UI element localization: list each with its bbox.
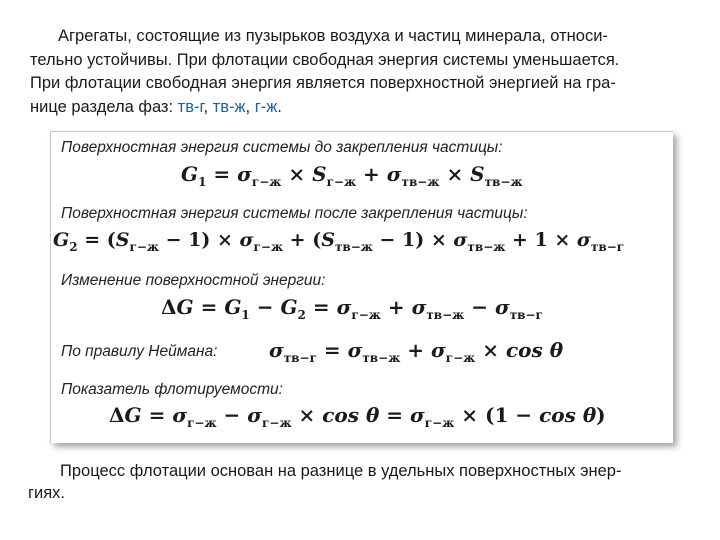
phase-tv-g: тв-г (177, 97, 204, 116)
label-neumann-rule: По правилу Неймана: (61, 343, 218, 360)
label-energy-change: Изменение поверхностной энергии: (61, 272, 326, 289)
conclusion-line-1: Процесс флотации основан на разнице в удельных поверхностных энер- (60, 462, 622, 480)
intro-line-1: Агрегаты, состоящие из пузырьков воздуха и частиц минерала, относи- (58, 27, 608, 45)
formula-neumann: $\sigma_{тв-г} = \sigma_{тв-ж} + \sigma_{г-ж} \times \cos \theta$ (269, 338, 564, 365)
formula-box (50, 131, 673, 443)
formula-g1: $G_1 = \sigma_{г-ж} \times S_{г-ж} + \sigma_{тв-ж} \times S_{тв-ж}$ (181, 162, 523, 189)
intro-line-2: тельно устойчивы. При флотации свободная энергия системы уменьшается. (30, 50, 620, 69)
conclusion-line-2: гиях. (28, 484, 66, 502)
intro-line-3: При флотации свободная энергия является поверхностной энергией на гра- (30, 74, 616, 92)
label-floatability: Показатель флотируемости: (61, 381, 283, 398)
intro-paragraph (30, 25, 695, 119)
formula-g2: $G_2 = (S_{г-ж} - 1) \times \sigma_{г-ж} + (S_{тв-ж} - 1) \times \sigma_{тв-ж} + 1 \times \sigma_{тв-г}$ (53, 229, 625, 254)
label-before-attachment: Поверхностная энергия системы до закрепления частицы: (61, 139, 503, 156)
phase-g-zh: г-ж (254, 97, 278, 116)
intro-line-4: нице раздела фаз: тв-г, тв-ж, г-ж. (30, 97, 282, 116)
formula-floatability: $\Delta G = \sigma_{г-ж} - \sigma_{г-ж} \times \cos \theta = \sigma_{г-ж} \times (1 - \cos \theta)$ (109, 403, 606, 430)
label-after-attachment: Поверхностная энергия системы после закрепления частицы: (61, 205, 528, 222)
formula-delta-g: $\Delta G = G_1 - G_2 = \sigma_{г-ж} + \sigma_{тв-ж} - \sigma_{тв-г}$ (161, 295, 543, 322)
phase-tv-zh: тв-ж (212, 97, 246, 116)
conclusion-paragraph (28, 460, 688, 504)
